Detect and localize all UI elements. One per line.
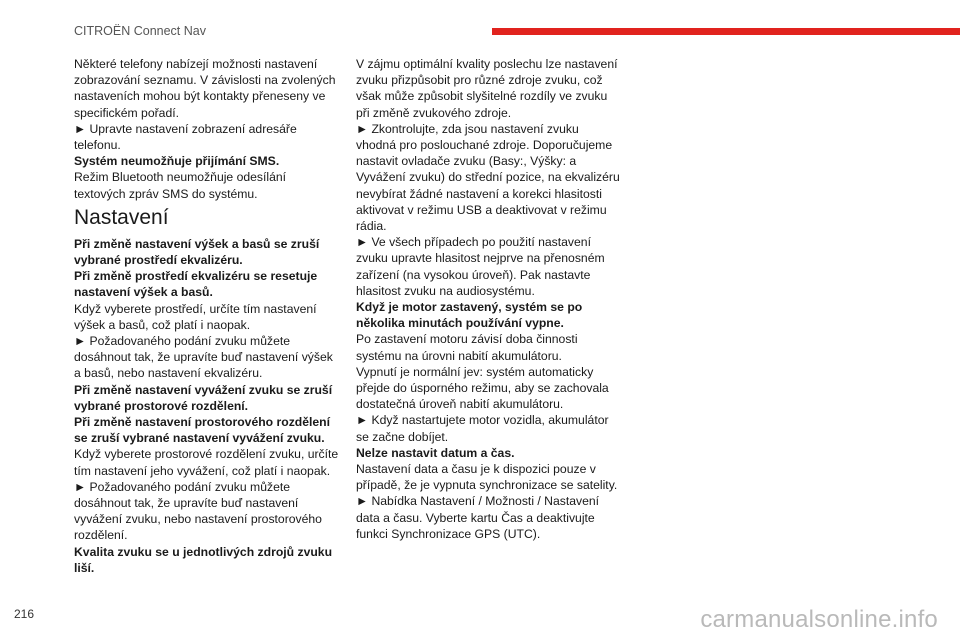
watermark: carmanualsonline.info	[700, 606, 938, 633]
paragraph: ► Upravte nastavení zobrazení adresáře telefonu.	[74, 121, 297, 153]
bold-paragraph: Systém neumožňuje přijímání SMS.	[74, 154, 280, 169]
bold-paragraph: Při změně prostředí ekvalizéru se resetuje nastavení výšek a basů.	[74, 269, 318, 300]
page-number: 216	[14, 607, 35, 621]
paragraph: Nastavení data a času je k dispozici pouze v případě, že je vypnuta synchronizace se satelity.	[356, 462, 618, 493]
header-accent-bar	[492, 28, 960, 35]
bold-paragraph: Když je motor zastavený, systém se po několika minutách používání vypne.	[356, 300, 583, 331]
left-text-column	[74, 56, 340, 576]
paragraph: Vypnutí je normální jev: systém automaticky přejde do úsporného režimu, aby se zachovala dostatečná úroveň nabití akumulátoru.	[356, 364, 609, 412]
paragraph: Po zastavení motoru závisí doba činnosti systému na úrovni nabití akumulátoru.	[356, 332, 578, 363]
bold-paragraph: Kvalita zvuku se u jednotlivých zdrojů zvuku liší.	[74, 544, 333, 575]
paragraph: Režim Bluetooth neumožňuje odesílání textových zpráv SMS do systému.	[74, 170, 287, 201]
paragraph: ► Požadovaného podání zvuku můžete dosáhnout tak, že upravíte buď nastavení vyvážení zvuku, nebo nastavení prostorového rozdělení.	[74, 479, 322, 543]
paragraph: ► Požadovaného podání zvuku můžete dosáhnout tak, že upravíte buď nastavení výšek a basů, nebo nastavení ekvalizéru.	[74, 334, 333, 381]
right-text-column	[356, 56, 622, 542]
bold-paragraph: Při změně nastavení vyvážení zvuku se zruší vybrané prostorové rozdělení.	[74, 382, 333, 413]
bold-paragraph: Při změně nastavení prostorového rozdělení se zruší vybrané nastavení vyvážení zvuku.	[74, 415, 331, 446]
paragraph: Když vyberete prostředí, určíte tím nastavení výšek a basů, což platí i naopak.	[74, 301, 317, 332]
paragraph: ► Ve všech případech po použití nastavení zvuku upravte hlasitost nejprve na přenosném zařízení (na vysokou úroveň). Pak nastavte hlasitost zvuku na audiosystému.	[356, 235, 605, 298]
paragraph: ► Nabídka Nastavení / Možnosti / Nastavení data a času. Vyberte kartu Čas a deaktivujte funkci Synchronizace GPS (UTC).	[356, 494, 600, 541]
paragraph: ► Když nastartujete motor vozidla, akumulátor se začne dobíjet.	[356, 413, 609, 444]
section-heading: Nastavení	[74, 205, 169, 229]
paragraph: Když vyberete prostorové rozdělení zvuku, určíte tím nastavení jeho vyvážení, což platí i naopak.	[74, 447, 339, 478]
paragraph: Některé telefony nabízejí možnosti nastavení zobrazování seznamu. V závislosti na zvolených nastaveních mohou být kontakty přeneseny ve specifickém pořadí.	[74, 57, 336, 120]
paragraph: V zájmu optimální kvality poslechu lze nastavení zvuku přizpůsobit pro různé zdroje zvuku, což však může způsobit slyšitelné rozdíly ve zvuku při změně zvukového zdroje.	[356, 57, 618, 120]
paragraph: ► Zkontrolujte, zda jsou nastavení zvuku vhodná pro poslouchané zdroje. Doporučujeme nastavit ovladače zvuku (Basy:, Výšky: a Vyvážení zvuku) do střední pozice, na ekvalizéru nevybírat žádné nastavení a korekci hlasitosti aktivovat v režimu USB a deaktivovat v režimu rádia.	[356, 121, 620, 234]
bold-paragraph: Nelze nastavit datum a čas.	[356, 445, 515, 460]
header-title: CITROËN Connect Nav	[74, 24, 206, 38]
bold-paragraph: Při změně nastavení výšek a basů se zruší vybrané prostředí ekvalizéru.	[74, 236, 320, 268]
